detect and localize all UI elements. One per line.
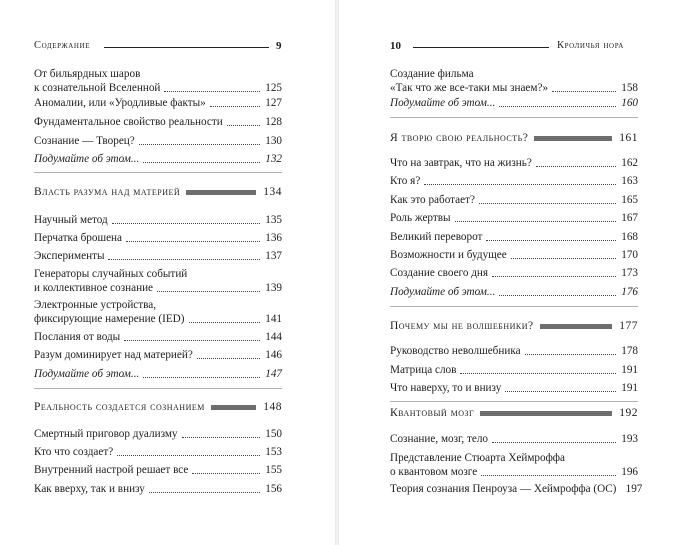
toc-entry[interactable] (34, 330, 282, 344)
toc-entry[interactable] (390, 451, 638, 479)
toc-page-number: 191 (621, 364, 638, 376)
toc-entry-line: фиксирующие намерение (IED) (34, 313, 185, 325)
section-heading[interactable] (390, 132, 638, 144)
toc-entry-line: Смертный приговор дуализму (34, 428, 178, 440)
leader-dots (479, 203, 616, 204)
toc-entry-line: Фундаментальное свойство реальности (34, 116, 223, 128)
section-title: Я творю свою реальность? (390, 132, 529, 144)
toc-page-number: 197 (625, 483, 643, 495)
toc-entry-line: Перчатка брошена (34, 232, 122, 244)
toc-entry-line: Как вверху, так и внизу (34, 483, 145, 495)
toc-entry[interactable] (390, 381, 638, 395)
toc-entry[interactable] (34, 96, 282, 110)
toc-entry[interactable] (390, 363, 638, 377)
leader-dots (486, 240, 616, 241)
leader-dots (492, 442, 616, 443)
left-page (0, 0, 336, 545)
leader-dots (126, 241, 260, 242)
toc-entry-line: Как это работает? (390, 194, 475, 206)
toc-entry-line: «Так что же все-таки мы знаем?» (390, 82, 549, 94)
toc-entry-line: Подумайте об этом... (390, 97, 496, 109)
toc-entry-line: Внутренний настрой решает все (34, 464, 189, 476)
section-heading[interactable] (34, 401, 282, 413)
running-head-page: 9 (276, 40, 282, 52)
toc-entry[interactable] (34, 298, 282, 326)
section-page-number: 161 (619, 132, 638, 144)
toc-entry-line: Аномалии, или «Уродливые факты» (34, 97, 206, 109)
leader-dots (124, 340, 260, 341)
toc-entry-line: Что наверху, то и внизу (390, 382, 502, 394)
toc-page-number: 193 (621, 433, 638, 445)
toc-entry[interactable] (34, 249, 282, 263)
toc-entry-line: Что на завтрак, что на жизнь? (390, 157, 532, 169)
running-head-rule (104, 47, 269, 48)
toc-page-number: 167 (621, 212, 638, 224)
toc-page-number: 147 (265, 368, 282, 380)
section-page-number: 177 (619, 320, 638, 332)
toc-entry-line: Подумайте об этом... (34, 153, 140, 165)
leader-dots (492, 276, 616, 277)
toc-entry[interactable] (34, 482, 282, 496)
leader-dots (499, 295, 616, 296)
leader-dots (455, 221, 616, 222)
section-bar (186, 190, 256, 195)
toc-entry[interactable] (390, 266, 638, 280)
toc-entry[interactable] (390, 67, 638, 95)
leader-dots (505, 391, 616, 392)
toc-entry-line: Создание фильма (390, 68, 474, 80)
toc-page-number: 125 (265, 82, 282, 94)
toc-page-number: 141 (265, 313, 282, 325)
leader-dots (424, 184, 616, 185)
toc-page-number: 135 (265, 214, 282, 226)
leader-dots (460, 373, 616, 374)
toc-page-number: 160 (621, 97, 638, 109)
toc-entry[interactable] (34, 463, 282, 477)
toc-entry-line: Руководство неволшебника (390, 345, 521, 357)
toc-entry-line: Представление Стюарта Хеймроффа (390, 452, 566, 464)
toc-page-number: 196 (621, 466, 638, 478)
section-heading[interactable] (390, 407, 638, 419)
toc-entry[interactable] (390, 230, 638, 244)
toc-page-number: 146 (265, 349, 282, 361)
toc-entry-line: Кто что создает? (34, 446, 114, 458)
toc-entry[interactable] (390, 344, 638, 358)
toc-entry-line: Сознание — Творец? (34, 135, 135, 147)
toc-entry[interactable] (34, 67, 282, 95)
toc-entry-line: Научный метод (34, 214, 108, 226)
toc-entry-line: Эксперименты (34, 250, 105, 262)
leader-dots (157, 291, 260, 292)
section-divider (390, 401, 638, 402)
toc-page-number: 165 (621, 194, 638, 206)
toc-page-number: 153 (265, 446, 282, 458)
section-title: Почему мы не волшебники? (390, 320, 534, 332)
toc-page-number: 137 (265, 250, 282, 262)
section-divider (390, 306, 638, 307)
leader-dots (210, 106, 260, 107)
toc-entry-think[interactable] (34, 152, 282, 166)
section-page-number: 134 (263, 186, 282, 198)
toc-page-number: 163 (621, 175, 638, 187)
leader-dots (149, 492, 260, 493)
leader-dots (164, 91, 260, 92)
running-head-title: Кроличья нора (557, 40, 624, 51)
toc-entry-line: Электронные устройства, (34, 299, 157, 311)
toc-entry[interactable] (34, 445, 282, 459)
leader-dots (117, 455, 260, 456)
leader-dots (552, 91, 616, 92)
toc-entry-line: Теория сознания Пенроуза — Хеймроффа (OC) (390, 483, 617, 495)
running-head-rule (413, 47, 549, 48)
toc-entry-line: Матрица слов (390, 364, 457, 376)
toc-page-number: 170 (621, 249, 638, 261)
toc-page-number: 173 (621, 267, 638, 279)
section-page-number: 148 (263, 401, 282, 413)
toc-page-number: 127 (265, 97, 282, 109)
section-divider (390, 117, 638, 118)
leader-dots (108, 259, 260, 260)
toc-page-number: 176 (621, 286, 638, 298)
leader-dots (139, 144, 260, 145)
toc-entry[interactable] (34, 267, 282, 295)
leader-dots (182, 437, 261, 438)
toc-entry-line: Великий переворот (390, 231, 483, 243)
running-head-title: Содержание (34, 40, 91, 51)
toc-entry[interactable] (34, 427, 282, 441)
leader-dots (189, 322, 261, 323)
toc-entry[interactable] (390, 193, 638, 207)
toc-page-number: 178 (621, 345, 638, 357)
toc-entry[interactable] (390, 211, 638, 225)
toc-entry-line: Послания от воды (34, 331, 121, 343)
section-divider (34, 172, 282, 173)
toc-page-number: 132 (265, 153, 282, 165)
toc-entry-line: Подумайте об этом... (34, 368, 140, 380)
toc-entry-line: о квантовом мозге (390, 466, 478, 478)
toc-entry[interactable] (34, 134, 282, 148)
section-bar (211, 405, 256, 410)
toc-page-number: 191 (621, 382, 638, 394)
toc-entry[interactable] (390, 482, 643, 496)
toc-entry[interactable] (34, 231, 282, 245)
toc-page-number: 168 (621, 231, 638, 243)
section-bar (480, 411, 612, 416)
toc-page-number: 162 (621, 157, 638, 169)
toc-entry[interactable] (390, 248, 638, 262)
leader-dots (511, 258, 616, 259)
leader-dots (499, 106, 616, 107)
leader-dots (112, 223, 260, 224)
toc-page-number: 128 (265, 116, 282, 128)
toc-page-number: 130 (265, 135, 282, 147)
toc-page-number: 136 (265, 232, 282, 244)
toc-page-number: 155 (265, 464, 282, 476)
leader-dots (143, 377, 260, 378)
toc-entry-line: Подумайте об этом... (390, 286, 496, 298)
section-page-number: 192 (619, 407, 638, 419)
section-heading[interactable] (34, 186, 282, 198)
section-divider (34, 388, 282, 389)
toc-entry[interactable] (390, 432, 638, 446)
toc-page-number: 156 (265, 483, 282, 495)
toc-entry-line: От бильярдных шаров (34, 68, 141, 80)
leader-dots (192, 473, 260, 474)
section-heading[interactable] (390, 320, 638, 332)
toc-entry[interactable] (34, 115, 282, 129)
toc-entry-line: Возможности и будущее (390, 249, 507, 261)
section-title: Власть разума над материей (34, 186, 181, 198)
section-bar (534, 136, 612, 141)
toc-entry-line: Кто я? (390, 175, 421, 187)
leader-dots (143, 162, 260, 163)
toc-entry-line: Создание своего дня (390, 267, 489, 279)
leader-dots (525, 354, 616, 355)
toc-entry[interactable] (34, 348, 282, 362)
toc-entry-think[interactable] (34, 367, 282, 381)
leader-dots (481, 475, 616, 476)
toc-entry-line: Сознание, мозг, тело (390, 433, 489, 445)
toc-entry[interactable] (390, 156, 638, 170)
toc-entry-think[interactable] (390, 285, 638, 299)
toc-entry-line: Роль жертвы (390, 212, 451, 224)
section-bar (540, 324, 613, 329)
toc-page-number: 144 (265, 331, 282, 343)
toc-entry-think[interactable] (390, 96, 638, 110)
toc-entry-line: к сознательной Вселенной (34, 82, 161, 94)
right-page (338, 0, 674, 545)
toc-entry[interactable] (34, 213, 282, 227)
toc-entry-line: и коллективное сознание (34, 282, 154, 294)
toc-entry-line: Генераторы случайных событий (34, 268, 188, 280)
section-title: Реальность создается сознанием (34, 401, 205, 413)
toc-entry-line: Разум доминирует над материей? (34, 349, 193, 361)
toc-page-number: 150 (265, 428, 282, 440)
leader-dots (197, 358, 260, 359)
toc-entry[interactable] (390, 174, 638, 188)
leader-dots (536, 166, 616, 167)
toc-page-number: 158 (621, 82, 638, 94)
running-head-page: 10 (390, 40, 401, 52)
toc-page-number: 139 (265, 282, 282, 294)
leader-dots (227, 125, 260, 126)
section-title: Квантовый мозг (390, 407, 475, 419)
